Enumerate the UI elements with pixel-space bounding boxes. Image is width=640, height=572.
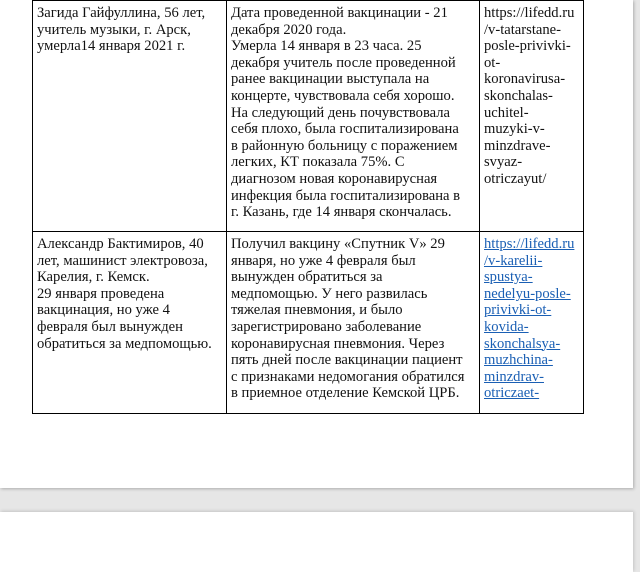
text-line: г. Казань, где 14 января скончалась.	[231, 204, 452, 221]
source-link-line[interactable]: https://lifedd.ru	[484, 236, 575, 252]
text-line: Александр Бактимиров, 40	[37, 236, 204, 252]
text-line: Карелия, г. Кемск.	[37, 269, 150, 286]
text-line: учитель музыки, г. Арск,	[37, 21, 191, 38]
next-page	[0, 512, 633, 572]
source-url-line[interactable]: koronavirusa-	[484, 71, 566, 88]
text-line: в приемное отделение Кемской ЦРБ.	[231, 385, 460, 402]
source-link-line[interactable]: /v-karelii-	[484, 252, 543, 269]
source-link-line[interactable]: privivki-ot-	[484, 302, 552, 319]
text-line: января, но уже 4 февраля был	[231, 252, 416, 269]
text-line: пять дней после вакцинации пациент	[231, 352, 463, 369]
text-line: зарегистрировано заболевание	[231, 318, 422, 335]
source-url-line[interactable]: skonchalas-	[484, 87, 553, 104]
source-link-cell[interactable]	[480, 232, 584, 414]
text-line: легких, КТ показала 75%. С	[231, 154, 405, 171]
text-line: Загида Гайфуллина, 56 лет,	[37, 5, 206, 21]
person-cell	[33, 232, 227, 414]
text-line: концерте, чувствовала себя хорошо.	[231, 87, 455, 104]
source-url-line[interactable]: minzdrave-	[484, 137, 551, 154]
text-line: в районную больницу с поражением	[231, 137, 458, 154]
text-line: Дата проведенной вакцинации - 21	[231, 5, 448, 21]
text-line: коронавирусная пневмония. Через	[231, 335, 445, 352]
text-line: 29 января проведена	[37, 285, 165, 302]
text-line: ранее вакцинации выступала на	[231, 71, 430, 88]
text-line: лет, машинист электровоза,	[37, 252, 208, 269]
text-line: Получил вакцину «Спутник V» 29	[231, 236, 445, 252]
source-url-line[interactable]: uchitel-	[484, 104, 529, 121]
source-link-line[interactable]: spustya-	[484, 269, 533, 286]
text-line: декабря учитель после проведенной	[231, 54, 456, 71]
text-line: вакцинация, но уже 4	[37, 302, 170, 319]
text-line: Умерла 14 января в 23 часа. 25	[231, 38, 422, 55]
source-link-line[interactable]: muzhchina-	[484, 352, 553, 369]
description-cell	[227, 1, 480, 232]
vaccination-cases-table	[32, 0, 584, 414]
source-link-line[interactable]: kovida-	[484, 318, 529, 335]
person-cell	[33, 1, 227, 232]
description-cell	[227, 232, 480, 414]
source-url-line[interactable]: https://lifedd.ru	[484, 5, 575, 21]
source-link-line[interactable]: minzdrav-	[484, 368, 544, 385]
table-row	[33, 1, 584, 232]
text-line: вынужден обратиться за	[231, 269, 383, 286]
text-line: обратиться за медпомощью.	[37, 335, 212, 352]
table-row	[33, 232, 584, 414]
text-line: На следующий день почувствовала	[231, 104, 451, 121]
source-url-line[interactable]: posle-privivki-	[484, 38, 571, 55]
text-line: февраля был вынужден	[37, 318, 183, 335]
text-line: себя плохо, была госпитализирована	[231, 121, 459, 138]
source-url-line[interactable]: muzyki-v-	[484, 121, 545, 138]
source-link-line[interactable]: otriczaet-	[484, 385, 540, 402]
source-url-line[interactable]: ot-	[484, 54, 501, 71]
source-link-line[interactable]: skonchalsya-	[484, 335, 561, 352]
source-link-line[interactable]: nedelyu-posle-	[484, 285, 571, 302]
text-line: диагнозом новая коронавирусная	[231, 170, 438, 187]
source-link-cell[interactable]	[480, 1, 584, 232]
text-line: умерла14 января 2021 г.	[37, 38, 186, 55]
source-url-line[interactable]: svyaz-	[484, 154, 523, 171]
text-line: тяжелая пневмония, и было	[231, 302, 403, 319]
source-url-line[interactable]: /v-tatarstane-	[484, 21, 561, 38]
text-line: с признаками недомогания обратился	[231, 368, 465, 385]
source-url-line[interactable]: otriczayut/	[484, 170, 547, 187]
text-line: декабря 2020 года.	[231, 21, 347, 38]
text-line: инфекция была госпитализирована в	[231, 187, 461, 204]
text-line: медпомощью. У него развилась	[231, 285, 428, 302]
